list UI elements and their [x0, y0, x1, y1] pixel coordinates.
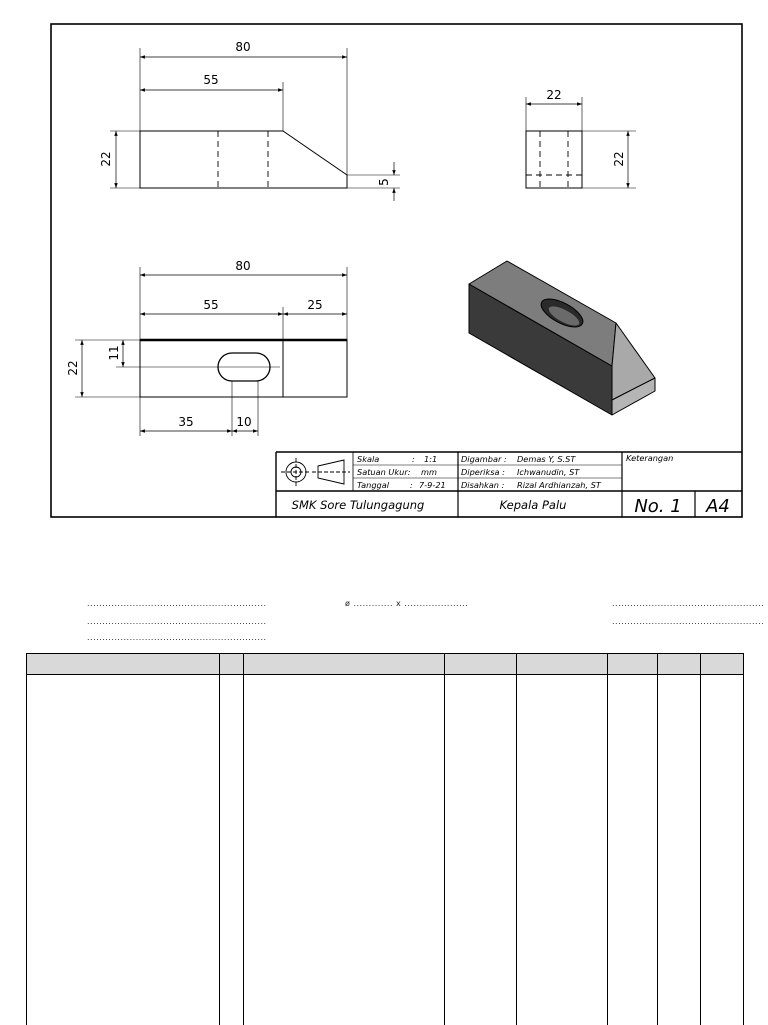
- dim-front-overall-length: 80: [235, 40, 251, 54]
- table-column-divider: [657, 654, 658, 1025]
- worksheet-line-left-2: ...........................................................: [87, 617, 267, 626]
- table-column-divider: [444, 654, 445, 1025]
- dim-top-taper-length: 25: [307, 298, 323, 312]
- dim-top-slot-width: 10: [236, 415, 252, 429]
- worksheet-line-right-1: ..................................................: [612, 599, 765, 608]
- tb-unit-label: Satuan Ukur:: [357, 467, 411, 477]
- table-column-divider: [607, 654, 608, 1025]
- dim-side-width: 22: [546, 88, 562, 102]
- tb-date-label: Tanggal: [357, 480, 390, 490]
- tb-checked-value: Ichwanudin, ST: [517, 467, 580, 477]
- dim-front-end-height: 5: [377, 178, 391, 186]
- tb-date-value: 7-9-21: [419, 480, 446, 490]
- front-view: [110, 48, 400, 201]
- dim-front-height: 22: [99, 151, 113, 167]
- operation-sheet-table: [26, 653, 744, 1025]
- tb-drawing-number: No. 1: [634, 496, 682, 517]
- dim-top-width: 22: [66, 360, 80, 376]
- tb-approved-value: Rizal Ardhianzah, ST: [517, 480, 601, 490]
- dim-top-slot-position: 35: [178, 415, 194, 429]
- worksheet-line-right-2: ..................................................: [612, 617, 765, 626]
- worksheet-diameter-field: ø ............. x .....................: [345, 599, 469, 608]
- worksheet-line-left-1: ...........................................................: [87, 599, 267, 608]
- tb-unit-value: mm: [421, 467, 437, 477]
- dim-front-flat-length: 55: [203, 73, 219, 87]
- tb-notes-label: Keterangan: [626, 453, 674, 463]
- tb-scale-label: Skala: [357, 454, 380, 464]
- dim-top-flat-length: 55: [203, 298, 219, 312]
- worksheet-line-left-3: ...........................................................: [87, 633, 267, 642]
- isometric-view: [469, 261, 655, 415]
- dim-top-overall-length: 80: [235, 259, 251, 273]
- side-view: [526, 97, 636, 188]
- tb-paper-size: A4: [706, 496, 730, 517]
- table-column-divider: [700, 654, 701, 1025]
- table-column-divider: [516, 654, 517, 1025]
- tb-drawn-value: Demas Y, S.ST: [517, 454, 576, 464]
- drawing-border: [51, 24, 742, 517]
- table-column-divider: [243, 654, 244, 1025]
- projection-symbol-icon: [281, 458, 350, 486]
- dim-side-height: 22: [612, 151, 626, 167]
- tb-scale-value: 1:1: [424, 454, 438, 464]
- operation-sheet-header: [27, 654, 743, 675]
- tb-drawn-label: Digambar :: [461, 454, 507, 464]
- tb-date-sep: :: [410, 480, 413, 490]
- tb-approved-label: Disahkan :: [461, 480, 505, 490]
- tb-school: SMK Sore Tulungagung: [291, 498, 425, 512]
- dim-top-slot-offset: 11: [107, 345, 121, 361]
- tb-part-name: Kepala Palu: [499, 498, 567, 512]
- tb-scale-sep: :: [412, 454, 415, 464]
- table-column-divider: [219, 654, 220, 1025]
- tb-checked-label: Diperiksa :: [461, 467, 505, 477]
